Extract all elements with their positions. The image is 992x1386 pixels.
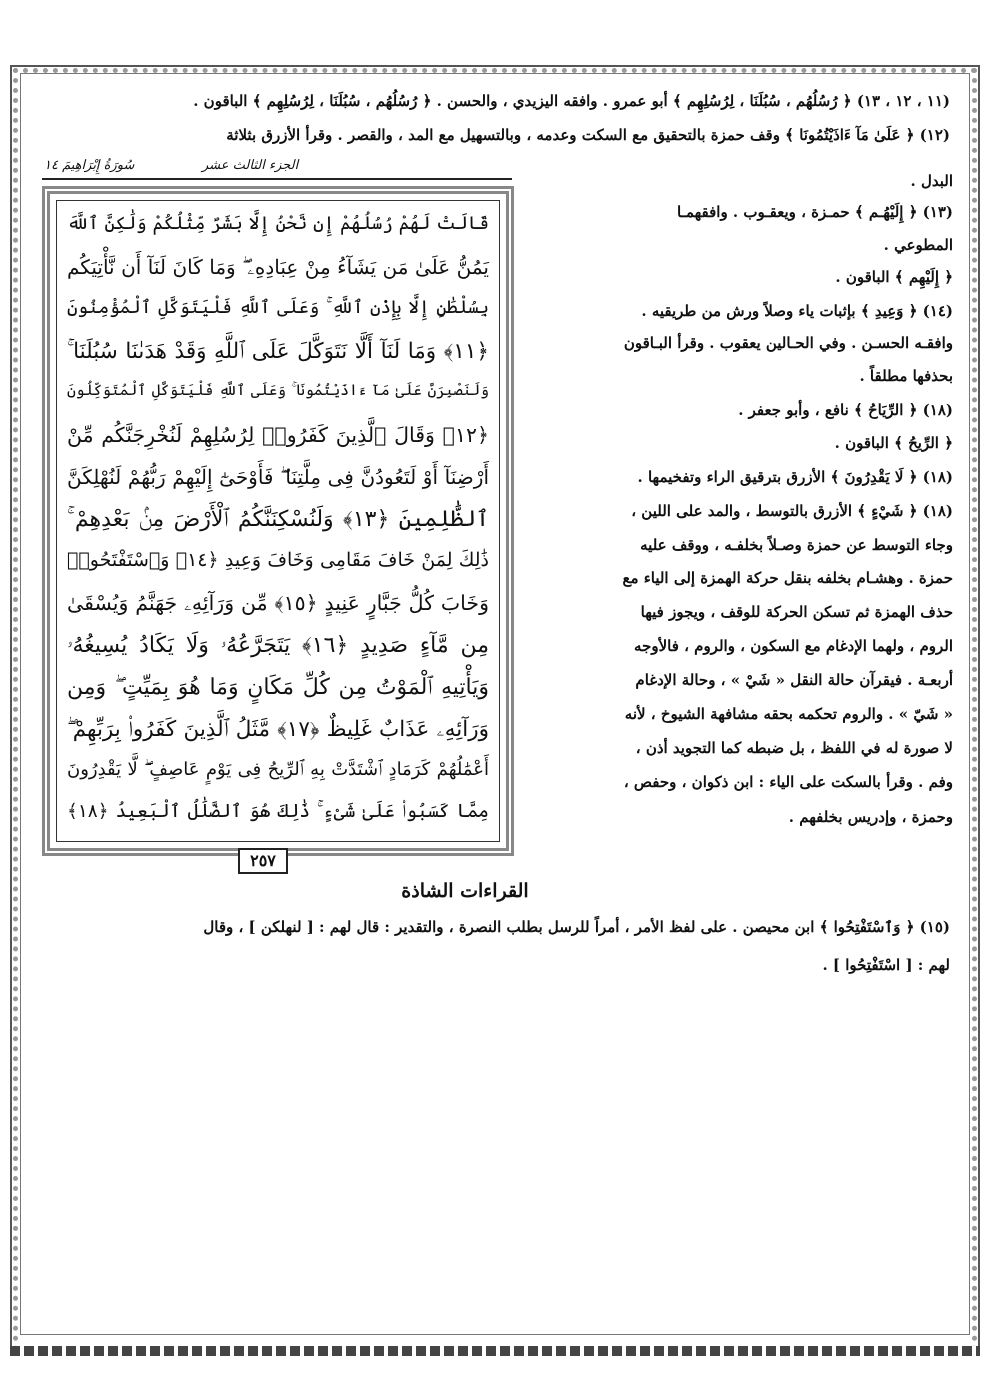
- note-line: البدل .: [910, 172, 953, 190]
- quran-line: وَخَابَ كُلُّ جَبَّارٍ عَنِيدٍ ﴿١٥﴾ مِّن وَرَآئِهِۦ جَهَنَّمُ وَيُسْقَىٰ: [67, 591, 489, 615]
- shaadha-line: (١٥) ﴿ وَٱسْتَفْتِحُوا ﴾ ابن محيصن . على لفظ الأمر ، أمراً للرسل بطلب النصرة ، والتقدير : قال لهم : [ لنهلكن ] ، وقال: [203, 918, 950, 936]
- quran-line: يَمُنُّ عَلَىٰ مَن يَشَآءُ مِنْ عِبَادِهِۦ ۖ وَمَا كَانَ لَنَآ أَن نَّأْتِيَكُم: [67, 255, 489, 279]
- quran-line: أَعْمَٰلُهُمْ كَرَمَادٍ ٱشْتَدَّتْ بِهِ ٱلرِّيحُ فِى يَوْمٍ عَاصِفٍ ۖ لَّا يَقْدِرُونَ: [67, 759, 489, 780]
- quran-line: أَرْضِنَآ أَوْ لَتَعُودُنَّ فِى مِلَّتِنَا ۖ فَأَوْحَىٰٓ إِلَيْهِمْ رَبُّهُمْ لَنُهْلِكَنَّ: [67, 465, 489, 489]
- surah-label: سُورَةُ إِبْرَاهِيمَ ١٤: [44, 158, 135, 173]
- note-line: المطوعي .: [883, 236, 953, 254]
- quran-line: مِمَّا كَسَبُوا۟ عَلَىٰ شَىْءٍ ۚ ذَٰلِكَ هُوَ ٱلضَّلَٰلُ ٱلْبَعِيدُ ﴿١٨﴾: [67, 801, 489, 822]
- section-title: القراءات الشاذة: [401, 880, 529, 902]
- note-line: « شَيّ » . والروم تحكمه بحقه مشافهة الشيوخ ، لأنه: [624, 705, 953, 723]
- quran-line: ذَٰلِكَ لِمَنْ خَافَ مَقَامِى وَخَافَ وَعِيدِ ﴿١٤﴾ وَٱسْتَفْتَحُوا۟: [67, 549, 489, 571]
- note-line: ﴿ الرِّيحُ ﴾ الباقون .: [834, 434, 953, 452]
- note-line: ﴿ إِلَيْهِم ﴾ الباقون .: [835, 268, 953, 286]
- quran-line: وَلَنَصْبِرَنَّ عَلَىٰ مَآ ءَاذَيْتُمُونَا ۚ وَعَلَى ٱللَّهِ فَلْيَتَوَكَّلِ ٱلْمُتَوَكِّلُونَ: [67, 381, 489, 399]
- quran-line: بِسُلْطَٰنٍ إِلَّا بِإِذْنِ ٱللَّهِ ۚ وَعَلَى ٱللَّهِ فَلْيَتَوَكَّلِ ٱلْمُؤْمِنُونَ: [67, 297, 489, 318]
- quran-line: وَرَآئِهِۦ عَذَابٌ غَلِيظٌ ﴿١٧﴾ مَّثَلُ ٱلَّذِينَ كَفَرُوا۟ بِرَبِّهِمْ ۖ: [67, 717, 489, 742]
- quran-line: ﴿١١﴾ وَمَا لَنَآ أَلَّا نَتَوَكَّلَ عَلَى ٱللَّهِ وَقَدْ هَدَىٰنَا سُبُلَنَا ۚ: [67, 339, 489, 364]
- note-line: (١١ ، ١٢ ، ١٣) ﴿ رُسُلُهُم ، سُبُلَنَا ، لِرُسُلِهِم ﴾ أبو عمرو . وافقه اليزيدي ، والحسن . ﴿ رُسُلُهُم ، سُبُلَنَا ، لِرُسُلِهِم ﴾ الباقون .: [193, 92, 950, 110]
- note-line: (١٢) ﴿ عَلَىٰ مَآ ءَاذَيْتُمُونَا ﴾ وقف حمزة بالتحقيق مع السكت وعدمه ، وبالتسهيل مع المد ، والقصر . وقرأ الأزرق بثلاثة: [226, 126, 950, 144]
- note-line: وجاء التوسط عن حمزة وصـلاً بخلفـه ، ووقف عليه: [640, 536, 953, 554]
- note-line: (١٤) ﴿ وَعِيدِ ﴾ بإثبات ياء وصلاً ورش من طريقيه .: [641, 302, 953, 320]
- quran-line: وَيَأْتِيهِ ٱلْمَوْتُ مِن كُلِّ مَكَانٍ وَمَا هُوَ بِمَيِّتٍ ۖ وَمِن: [67, 675, 489, 700]
- quran-line: قَالَتْ لَهُمْ رُسُلُهُمْ إِن نَّحْنُ إِلَّا بَشَرٌ مِّثْلُكُمْ وَلَٰكِنَّ ٱللَّهَ: [67, 213, 489, 234]
- juz-label: الجزء الثالث عشر: [202, 158, 299, 173]
- note-line: حذف الهمزة ثم تسكن الحركة للوقف ، ويجوز فيها: [640, 603, 953, 621]
- note-line: (١٨) ﴿ لَا يَقْدِرُونَ ﴾ الأزرق بترقيق الراء وتفخيمها .: [637, 468, 953, 486]
- note-line: (١٨) ﴿ الرِّيَاحُ ﴾ نافع ، وأبو جعفر .: [738, 401, 953, 419]
- quran-line: مِن مَّآءٍ صَدِيدٍ ﴿١٦﴾ يَتَجَرَّعُهُۥ وَلَا يَكَادُ يُسِيغُهُۥ: [67, 633, 489, 658]
- note-line: (١٨) ﴿ شَيْءٍ ﴾ الأزرق بالتوسط ، والمد على اللين ،: [631, 502, 953, 520]
- note-line: وفم . وقرأ بالسكت على الياء : ابن ذكوان ، وحفص ،: [623, 773, 953, 791]
- quran-text-inner: [56, 200, 500, 842]
- note-line: وحمزة ، وإدريس بخلفهم .: [788, 808, 953, 826]
- mushaf-header: [42, 158, 512, 180]
- note-line: الروم ، ولهما الإدغام مع السكون ، والروم ، فالأوجه: [634, 637, 953, 655]
- note-line: أربعـة . فيقرآن حالة النقل « شَيْ » ، وحالة الإدغام: [635, 671, 953, 689]
- note-line: حمزة . وهشـام بخلفه بنقل حركة الهمزة إلى الياء مع: [622, 569, 953, 587]
- shaadha-line: لهم : [ اسْتَفْتِحُوا ] .: [822, 956, 950, 974]
- note-line: بحذفها مطلقاً .: [859, 367, 953, 385]
- quran-line: ٱلظَّٰلِمِينَ ﴿١٣﴾ وَلَنُسْكِنَنَّكُمُ ٱلْأَرْضَ مِنۢ بَعْدِهِمْ ۚ: [67, 507, 489, 532]
- note-line: لا صورة له في اللفظ ، بل ضبطه كما التجويد أذن ،: [635, 739, 953, 757]
- quran-text-box: [42, 186, 514, 856]
- note-line: (١٣) ﴿ إِلَيْهُـم ﴾ حمـزة ، ويعقـوب . وافقهمـا: [676, 203, 953, 221]
- quran-line: ﴿١٢﴾ وَقَالَ ٱلَّذِينَ كَفَرُوا۟ لِرُسُلِهِمْ لَنُخْرِجَنَّكُم مِّنْ: [67, 423, 489, 447]
- note-line: وافقـه الحسـن . وفي الحـالين يعقوب . وقرأ البـاقون: [623, 334, 953, 352]
- bottom-border-band: [10, 1346, 980, 1356]
- page-number: ٢٥٧: [238, 848, 288, 874]
